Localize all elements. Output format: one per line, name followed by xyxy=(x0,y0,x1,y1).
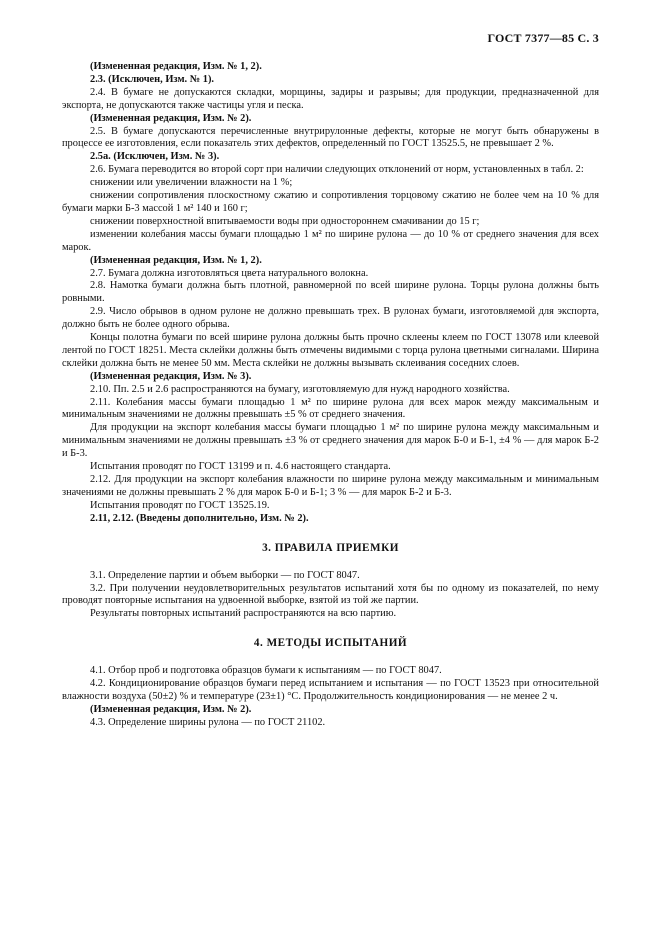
paragraph: 2.4. В бумаге не допускаются складки, морщины, задиры и разрывы; для продукции, предназначенной для экспорта, не допускаются также частицы угля и песка. xyxy=(62,86,599,111)
paragraph: Испытания проводят по ГОСТ 13525.19. xyxy=(90,499,270,511)
paragraph: Испытания проводят по ГОСТ 13199 и п. 4.6 настоящего стандарта. xyxy=(90,461,391,473)
paragraph: 2.5. В бумаге допускаются перечисленные внутрирулонные дефекты, которые не могут быть обнаружены в процессе ее изготовления, если показатель этих дефектов, определенный по ГОСТ 13525.5, не превышает 2 %. xyxy=(62,125,599,150)
amendment-note: 2.3. (Исключен, Изм. № 1). xyxy=(90,73,215,85)
paragraph: 3.1. Определение партии и объем выборки — по ГОСТ 8047. xyxy=(90,569,360,581)
section-3-paragraphs xyxy=(62,570,599,622)
section-2-paragraphs xyxy=(62,61,599,526)
paragraph: снижении сопротивления плоскостному сжатию и сопротивления торцовому сжатию не более чем на 10 % для бумаги марки Б-3 массой 1 м² 140 и 160 г; xyxy=(62,190,599,214)
paragraph: снижении или увеличении влажности на 1 %; xyxy=(90,177,293,189)
paragraph: 3.2. При получении неудовлетворительных результатов испытаний хотя бы по одному из показателей, по нему проводят повторные испытания на удвоенной выборке, взятой из той же партии. xyxy=(62,582,599,607)
paragraph: 2.6. Бумага переводится во второй сорт при наличии следующих отклонений от норм, установленных в табл. 2: xyxy=(90,164,584,176)
paragraph: изменении колебания массы бумаги площадью 1 м² по ширине рулона — до 10 % от среднего значения для всех марок. xyxy=(62,228,599,253)
paragraph: снижении поверхностной впитываемости воды при одностороннем смачивании до 15 г; xyxy=(90,215,480,227)
amendment-note: (Измененная редакция, Изм. № 2). xyxy=(90,112,252,124)
paragraph: Результаты повторных испытаний распространяются на всю партию. xyxy=(90,608,397,620)
paragraph: 2.12. Для продукции на экспорт колебания влажности по ширине рулона между максимальным и минимальным значениями не должны превышать 2 % для марок Б-0 и Б-1; 3 % — для марок Б-2 и Б-3. xyxy=(62,474,599,498)
section-4-paragraphs xyxy=(62,665,599,730)
paragraph: Для продукции на экспорт колебания массы бумаги площадью 1 м² по ширине рулона между максимальным и минимальным значениями не должны превышать ±3 % от среднего значения для марок Б-0 и Б-1, ±4 % — для марок Б-2 и Б-3. xyxy=(62,422,599,460)
amendment-note: (Измененная редакция, Изм. № 1, 2). xyxy=(90,61,262,72)
amendment-note: (Измененная редакция, Изм. № 2). xyxy=(90,703,252,715)
amendment-note: 2.11, 2.12. (Введены дополнительно, Изм. № 2). xyxy=(90,512,309,524)
paragraph: 2.11. Колебания массы бумаги площадью 1 м² по ширине рулона для всех марок между максимальным и минимальным значениями не должны превышать ±5 % от среднего значения. xyxy=(62,396,599,421)
paragraph: 2.9. Число обрывов в одном рулоне не должно превышать трех. В рулонах бумаги, изготовляемой для экспорта, должно быть не более одного обрыва. xyxy=(62,306,599,331)
amendment-note: 2.5а. (Исключен, Изм. № 3). xyxy=(90,151,220,163)
paragraph: Концы полотна бумаги по всей ширине рулона должны быть прочно склеены клеем по ГОСТ 13078 или клеевой лентой по ГОСТ 18251. Места склейки должны быть отмечены видимыми с торца рулона цветными сигналами. Ширина склейки должна быть не менее 50 мм. Места склейки не должны вызывать склеивания соседних слоев. xyxy=(62,332,599,369)
paragraph: 2.8. Намотка бумаги должна быть плотной, равномерной по всей ширине рулона. Торцы рулона должны быть ровными. xyxy=(62,280,599,305)
page-header: ГОСТ 7377—85 С. 3 xyxy=(487,31,599,45)
paragraph: 4.2. Кондиционирование образцов бумаги перед испытанием и испытания — по ГОСТ 13523 при относительной влажности воздуха (50±2) % и температуре (23±1) °С. Продолжительность кондиционирования — не менее 2 ч. xyxy=(62,678,599,703)
paragraph: 2.10. Пп. 2.5 и 2.6 распространяются на бумагу, изготовляемую для нужд народного хозяйства. xyxy=(90,383,510,395)
section-4-title: 4. МЕТОДЫ ИСПЫТАНИЙ xyxy=(253,637,408,650)
paragraph: 4.1. Отбор проб и подготовка образцов бумаги к испытаниям — по ГОСТ 8047. xyxy=(90,665,442,677)
paragraph: 2.7. Бумага должна изготовляться цвета натурального волокна. xyxy=(90,267,369,279)
amendment-note: (Измененная редакция, Изм. № 1, 2). xyxy=(90,254,262,266)
section-3-title: 3. ПРАВИЛА ПРИЕМКИ xyxy=(262,541,399,554)
paragraph: 4.3. Определение ширины рулона — по ГОСТ 21102. xyxy=(90,716,326,728)
amendment-note: (Измененная редакция, Изм. № 3). xyxy=(90,370,252,382)
